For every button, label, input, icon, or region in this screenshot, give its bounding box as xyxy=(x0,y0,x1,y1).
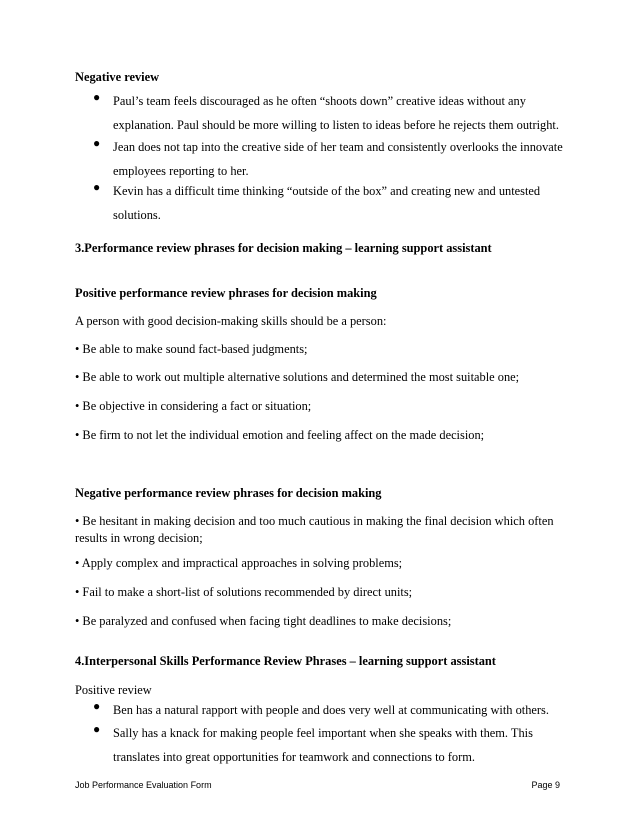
list-item: • Be paralyzed and confused when facing tight deadlines to make decisions; xyxy=(75,614,452,628)
negative-decision-heading: Negative performance review phrases for decision making xyxy=(75,486,382,500)
positive-decision-heading: Positive performance review phrases for decision making xyxy=(75,286,377,300)
bullet-icon: ● xyxy=(93,180,101,194)
bullet-icon: ● xyxy=(93,699,101,713)
positive-review-label: Positive review xyxy=(75,683,152,697)
list-item: • Be hesitant in making decision and too much cautious in making the final decision which often results in wrong decision; xyxy=(75,514,554,545)
list-item: • Be able to work out multiple alternative solutions and determined the most suitable one; xyxy=(75,370,520,384)
page-number: Page 9 xyxy=(531,780,560,790)
bullet-text: Ben has a natural rapport with people and does very well at communicating with others. xyxy=(113,703,549,717)
bullet-text: Jean does not tap into the creative side of her team and consistently overlooks the innovate employees reporting to her. xyxy=(113,140,563,178)
bullet-icon: ● xyxy=(93,136,101,150)
positive-decision-intro: A person with good decision-making skills should be a person: xyxy=(75,314,387,328)
list-item: • Fail to make a short-list of solutions recommended by direct units; xyxy=(75,585,413,599)
bullet-text: Sally has a knack for making people feel important when she speaks with them. This translates into great opportunities for teamwork and connections to form. xyxy=(113,726,533,764)
list-item: • Be firm to not let the individual emotion and feeling affect on the made decision; xyxy=(75,428,485,442)
bullet-text: Paul’s team feels discouraged as he often “shoots down” creative ideas without any explanation. Paul should be more willing to listen to ideas before he rejects them outright. xyxy=(113,94,559,132)
footer-title: Job Performance Evaluation Form xyxy=(75,780,212,790)
page-footer xyxy=(75,780,560,790)
section-4-title: 4.Interpersonal Skills Performance Review Phrases – learning support assistant xyxy=(75,654,496,668)
list-item: • Be able to make sound fact-based judgments; xyxy=(75,342,308,356)
negative-review-heading: Negative review xyxy=(75,70,160,84)
list-item: • Be objective in considering a fact or situation; xyxy=(75,399,312,413)
section-3-title: 3.Performance review phrases for decision making – learning support assistant xyxy=(75,241,492,255)
bullet-icon: ● xyxy=(93,722,101,736)
list-item: • Apply complex and impractical approaches in solving problems; xyxy=(75,556,403,570)
bullet-text: Kevin has a difficult time thinking “outside of the box” and creating new and untested solutions. xyxy=(113,184,541,222)
bullet-icon: ● xyxy=(93,90,101,104)
